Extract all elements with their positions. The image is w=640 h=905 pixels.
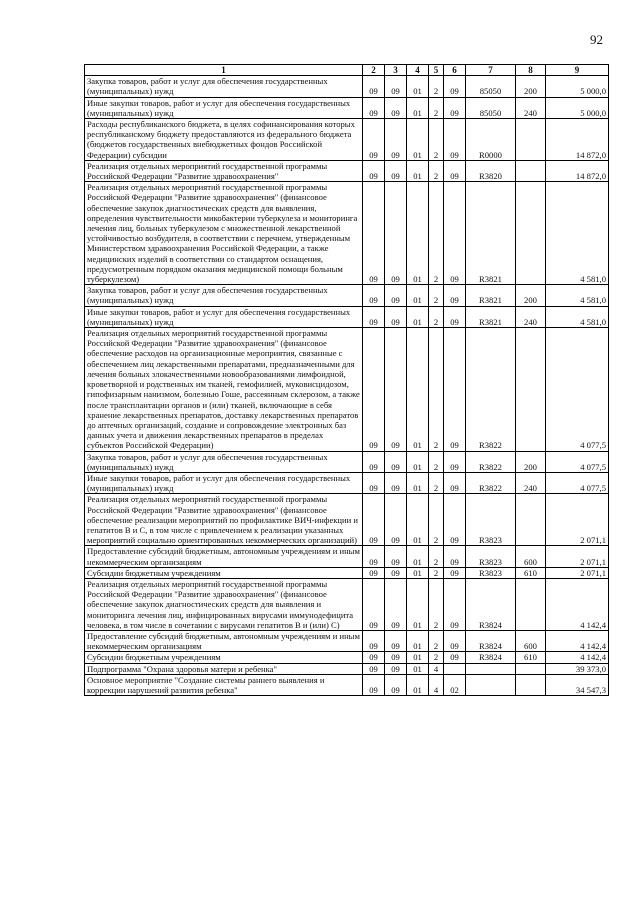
code-cell: 610: [516, 652, 546, 663]
header-col-8: 8: [516, 65, 546, 76]
table-row: [85, 663, 609, 674]
code-cell: 09: [444, 451, 466, 472]
amount-cell: 4 581,0: [546, 306, 609, 327]
code-cell: 01: [407, 160, 429, 181]
code-cell: 2: [429, 97, 444, 118]
code-cell: 2: [429, 182, 444, 285]
code-cell: 4: [429, 674, 444, 695]
code-cell: [444, 663, 466, 674]
code-cell: 09: [385, 472, 407, 493]
code-cell: 09: [385, 97, 407, 118]
code-cell: R3823: [466, 494, 516, 546]
code-cell: 02: [444, 674, 466, 695]
table-row: [85, 306, 609, 327]
header-col-5: 5: [429, 65, 444, 76]
table-row: [85, 285, 609, 306]
code-cell: 09: [363, 76, 385, 97]
header-col-2: 2: [363, 65, 385, 76]
code-cell: 09: [444, 306, 466, 327]
code-cell: R0000: [466, 119, 516, 161]
code-cell: 2: [429, 567, 444, 578]
code-cell: 200: [516, 451, 546, 472]
code-cell: 01: [407, 674, 429, 695]
row-name-cell: Иные закупки товаров, работ и услуг для обеспечения государственных (муниципальных) нужд: [85, 97, 363, 118]
code-cell: 09: [385, 652, 407, 663]
code-cell: 09: [444, 76, 466, 97]
code-cell: R3822: [466, 472, 516, 493]
row-name-cell: Субсидии бюджетным учреждениям: [85, 652, 363, 663]
code-cell: R3823: [466, 567, 516, 578]
code-cell: R3824: [466, 630, 516, 651]
amount-cell: 39 373,0: [546, 663, 609, 674]
code-cell: 240: [516, 306, 546, 327]
code-cell: 2: [429, 578, 444, 630]
table-row: [85, 328, 609, 451]
code-cell: 09: [444, 630, 466, 651]
code-cell: R3821: [466, 285, 516, 306]
table-header-row: [85, 65, 609, 76]
table-row: [85, 119, 609, 161]
amount-cell: 4 581,0: [546, 182, 609, 285]
code-cell: 01: [407, 663, 429, 674]
code-cell: 09: [444, 328, 466, 451]
amount-cell: 4 142,4: [546, 652, 609, 663]
code-cell: 610: [516, 567, 546, 578]
row-name-cell: Реализация отдельных мероприятий государственной программы Российской Федерации "Развитие здравоохранения" (финансовое обеспечение закупок диагностических средств для выявления и мониторинга лечения лиц, инфицированных вирусами иммунодефицита человека, в том числе в сочетании с вирусами гепатитов В и (или) С): [85, 578, 363, 630]
row-name-cell: Реализация отдельных мероприятий государственной программы Российской Федерации "Развитие здравоохранения" (финансовое обеспечение реализации мероприятий по профилактике ВИЧ-инфекции и гепатитов В и С, в том числе с привлечением к реализации указанных мероприятий социально ориентированных некоммерческих организаций): [85, 494, 363, 546]
code-cell: 09: [385, 119, 407, 161]
code-cell: 09: [363, 119, 385, 161]
amount-cell: 4 077,5: [546, 451, 609, 472]
code-cell: 600: [516, 630, 546, 651]
header-col-4: 4: [407, 65, 429, 76]
code-cell: 09: [444, 546, 466, 567]
code-cell: 09: [385, 328, 407, 451]
code-cell: R3824: [466, 578, 516, 630]
code-cell: 09: [363, 160, 385, 181]
code-cell: 09: [363, 630, 385, 651]
code-cell: 01: [407, 630, 429, 651]
code-cell: R3822: [466, 451, 516, 472]
code-cell: R3821: [466, 306, 516, 327]
amount-cell: 14 872,0: [546, 119, 609, 161]
table-row: [85, 652, 609, 663]
code-cell: 2: [429, 494, 444, 546]
code-cell: 09: [444, 182, 466, 285]
code-cell: 200: [516, 285, 546, 306]
table-row: [85, 97, 609, 118]
code-cell: 240: [516, 472, 546, 493]
code-cell: 09: [385, 182, 407, 285]
table-row: [85, 567, 609, 578]
code-cell: 09: [385, 578, 407, 630]
code-cell: 09: [444, 494, 466, 546]
code-cell: 09: [444, 97, 466, 118]
amount-cell: 4 077,5: [546, 472, 609, 493]
table-row: [85, 578, 609, 630]
code-cell: R3822: [466, 328, 516, 451]
code-cell: 85050: [466, 97, 516, 118]
code-cell: [516, 160, 546, 181]
code-cell: 2: [429, 306, 444, 327]
code-cell: 200: [516, 76, 546, 97]
code-cell: 09: [444, 652, 466, 663]
code-cell: 4: [429, 663, 444, 674]
code-cell: 2: [429, 546, 444, 567]
code-cell: R3824: [466, 652, 516, 663]
code-cell: 85050: [466, 76, 516, 97]
code-cell: 09: [363, 652, 385, 663]
code-cell: 2: [429, 652, 444, 663]
code-cell: 01: [407, 567, 429, 578]
table-row: [85, 160, 609, 181]
row-name-cell: Реализация отдельных мероприятий государственной программы Российской Федерации "Развитие здравоохранения" (финансовое обеспечение расходов на организационные мероприятия, связанные с обеспечением лиц лекарственными препаратами, предназначенными для лечения больных злокачественными новообразованиями лимфоидной, кроветворной и родственных им тканей, гемофилией, муковисцидозом, гипофизарным нанизмом, болезнью Гоше, рассеянным склерозом, а также после трансплантации органов и (или) тканей, включающие в себя хранение лекарственных препаратов, доставку лекарственных препаратов до аптечных организаций, создание и сопровождение электронных баз данных учета и движения лекарственных препаратов в пределах субъектов Российской Федерации): [85, 328, 363, 451]
table-row: [85, 630, 609, 651]
code-cell: 09: [385, 630, 407, 651]
code-cell: 01: [407, 119, 429, 161]
code-cell: 01: [407, 285, 429, 306]
code-cell: 09: [363, 182, 385, 285]
code-cell: 09: [385, 451, 407, 472]
code-cell: 01: [407, 578, 429, 630]
code-cell: 09: [444, 472, 466, 493]
code-cell: 09: [363, 567, 385, 578]
code-cell: 01: [407, 652, 429, 663]
code-cell: 09: [363, 494, 385, 546]
amount-cell: 4 142,4: [546, 630, 609, 651]
table-row: [85, 546, 609, 567]
table-row: [85, 182, 609, 285]
code-cell: 240: [516, 97, 546, 118]
code-cell: 09: [385, 674, 407, 695]
code-cell: 09: [385, 76, 407, 97]
amount-cell: 2 071,1: [546, 546, 609, 567]
code-cell: 09: [385, 285, 407, 306]
code-cell: [466, 663, 516, 674]
code-cell: 2: [429, 451, 444, 472]
table-row: [85, 451, 609, 472]
amount-cell: 5 000,0: [546, 76, 609, 97]
code-cell: 09: [363, 285, 385, 306]
row-name-cell: Основное мероприятие "Создание системы раннего выявления и коррекции нарушений развития ребенка": [85, 674, 363, 695]
table-row: [85, 472, 609, 493]
code-cell: 01: [407, 451, 429, 472]
row-name-cell: Субсидии бюджетным учреждениям: [85, 567, 363, 578]
code-cell: [516, 494, 546, 546]
code-cell: 09: [385, 663, 407, 674]
header-col-6: 6: [444, 65, 466, 76]
code-cell: 01: [407, 472, 429, 493]
code-cell: [516, 663, 546, 674]
code-cell: 2: [429, 630, 444, 651]
amount-cell: 34 547,3: [546, 674, 609, 695]
row-name-cell: Подпрограмма "Охрана здоровья матери и ребенка": [85, 663, 363, 674]
code-cell: 09: [444, 285, 466, 306]
code-cell: 2: [429, 76, 444, 97]
code-cell: 01: [407, 306, 429, 327]
code-cell: 09: [444, 578, 466, 630]
code-cell: 09: [444, 160, 466, 181]
row-name-cell: Предоставление субсидий бюджетным, автономным учреждениям и иным некоммерческим организациям: [85, 630, 363, 651]
page-number: 92: [590, 32, 603, 47]
code-cell: 09: [363, 663, 385, 674]
code-cell: [466, 674, 516, 695]
code-cell: 09: [444, 119, 466, 161]
code-cell: R3823: [466, 546, 516, 567]
code-cell: 09: [363, 328, 385, 451]
row-name-cell: Расходы республиканского бюджета, в целях софинансирования которых республиканскому бюджету предоставляются из федерального бюджета (бюджетов государственных внебюджетных фондов Российской Федерации) субсидии: [85, 119, 363, 161]
code-cell: [516, 674, 546, 695]
code-cell: 01: [407, 328, 429, 451]
header-col-7: 7: [466, 65, 516, 76]
code-cell: 09: [385, 306, 407, 327]
code-cell: 09: [385, 494, 407, 546]
row-name-cell: Реализация отдельных мероприятий государственной программы Российской Федерации "Развитие здравоохранения" (финансовое обеспечение закупок диагностических средств для выявления, определения чувствительности микобактерии туберкулеза и мониторинга лечения лиц, больных туберкулезом с множественной лекарственной устойчивостью возбудителя, в соответствии с перечнем, утвержденным Министерством здравоохранения Российской Федерации, а также медицинских изделий в соответствии со стандартом оснащения, предусмотренным порядком оказания медицинской помощи больным туберкулезом): [85, 182, 363, 285]
header-col-1: 1: [85, 65, 363, 76]
amount-cell: 4 581,0: [546, 285, 609, 306]
row-name-cell: Иные закупки товаров, работ и услуг для обеспечения государственных (муниципальных) нужд: [85, 472, 363, 493]
row-name-cell: Реализация отдельных мероприятий государственной программы Российской Федерации "Развитие здравоохранения": [85, 160, 363, 181]
amount-cell: 4 077,5: [546, 328, 609, 451]
code-cell: 09: [385, 160, 407, 181]
code-cell: R3820: [466, 160, 516, 181]
row-name-cell: Закупка товаров, работ и услуг для обеспечения государственных (муниципальных) нужд: [85, 76, 363, 97]
code-cell: 09: [363, 97, 385, 118]
code-cell: 09: [363, 674, 385, 695]
code-cell: 2: [429, 285, 444, 306]
table-body: [85, 76, 609, 696]
code-cell: 09: [363, 546, 385, 567]
code-cell: 09: [363, 472, 385, 493]
code-cell: 09: [363, 451, 385, 472]
amount-cell: 5 000,0: [546, 97, 609, 118]
budget-table: [84, 64, 609, 696]
code-cell: 09: [363, 578, 385, 630]
row-name-cell: Предоставление субсидий бюджетным, автономным учреждениям и иным некоммерческим организациям: [85, 546, 363, 567]
amount-cell: 14 872,0: [546, 160, 609, 181]
code-cell: 2: [429, 119, 444, 161]
code-cell: 2: [429, 160, 444, 181]
table-row: [85, 76, 609, 97]
code-cell: [516, 328, 546, 451]
header-col-9: 9: [546, 65, 609, 76]
code-cell: [516, 119, 546, 161]
amount-cell: 4 142,4: [546, 578, 609, 630]
row-name-cell: Закупка товаров, работ и услуг для обеспечения государственных (муниципальных) нужд: [85, 285, 363, 306]
code-cell: 01: [407, 97, 429, 118]
code-cell: 09: [385, 567, 407, 578]
code-cell: 600: [516, 546, 546, 567]
code-cell: 01: [407, 546, 429, 567]
table-row: [85, 494, 609, 546]
row-name-cell: Иные закупки товаров, работ и услуг для обеспечения государственных (муниципальных) нужд: [85, 306, 363, 327]
header-col-3: 3: [385, 65, 407, 76]
amount-cell: 2 071,1: [546, 494, 609, 546]
amount-cell: 2 071,1: [546, 567, 609, 578]
code-cell: [516, 182, 546, 285]
code-cell: 01: [407, 182, 429, 285]
code-cell: 01: [407, 494, 429, 546]
code-cell: 09: [444, 567, 466, 578]
row-name-cell: Закупка товаров, работ и услуг для обеспечения государственных (муниципальных) нужд: [85, 451, 363, 472]
code-cell: 09: [385, 546, 407, 567]
code-cell: 01: [407, 76, 429, 97]
code-cell: [516, 578, 546, 630]
table-row: [85, 674, 609, 695]
code-cell: R3821: [466, 182, 516, 285]
code-cell: 2: [429, 472, 444, 493]
code-cell: 2: [429, 328, 444, 451]
code-cell: 09: [363, 306, 385, 327]
